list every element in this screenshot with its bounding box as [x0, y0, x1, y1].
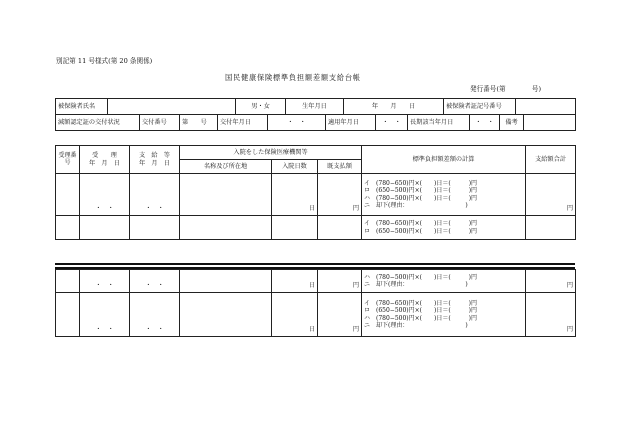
days-cell[interactable]: 日 — [272, 293, 318, 337]
reduction-cert-row — [55, 114, 576, 131]
recv-date-cell[interactable]: ・ ・ — [80, 270, 130, 293]
long-term-label: 長期該当年月日 — [408, 115, 470, 131]
pay-date-cell[interactable]: ・ ・ — [130, 293, 180, 337]
calc-line-ni: ニ 却下(理由： ) — [364, 281, 468, 288]
apply-date-field[interactable]: ・ ・ — [376, 115, 408, 131]
main-table-lower — [55, 269, 576, 337]
total-cell[interactable]: 円 — [526, 270, 576, 293]
long-term-field[interactable]: ・ ・ — [470, 115, 500, 131]
days-cell[interactable]: 日 — [272, 174, 318, 216]
recv-no-cell[interactable] — [56, 293, 80, 337]
total-header: 支給額合計 — [526, 146, 576, 174]
issue-no-label: 交付番号 — [140, 115, 180, 131]
apply-date-label: 適用年月日 — [326, 115, 376, 131]
reduction-cert-label: 減額認定証の交付状況 — [56, 115, 140, 131]
separator-line — [55, 263, 575, 265]
form-number: 別記第 11 号様式(第 20 条関係) — [56, 57, 153, 65]
total-cell[interactable]: 円 — [526, 293, 576, 337]
insured-info-row — [55, 98, 576, 115]
insured-cert-field[interactable] — [516, 99, 576, 115]
birth-date-field[interactable]: 年 月 日 — [344, 99, 444, 115]
remarks-field[interactable] — [524, 115, 576, 131]
table-row — [56, 216, 576, 240]
recv-no-header: 受理番号 — [56, 146, 80, 174]
recv-date-header: 年 月 日 — [89, 159, 120, 167]
recv-header — [80, 146, 130, 174]
birth-date-label: 生年月日 — [286, 99, 344, 115]
calc-line-ha: ハ (780−500)円×( )日＝( )円 — [364, 194, 478, 202]
issue-date-label: 交付年月日 — [218, 115, 268, 131]
pay-header-label: 支 給 等 — [139, 152, 170, 160]
recv-date-cell[interactable] — [80, 216, 130, 240]
recv-date-cell[interactable]: ・ ・ — [80, 174, 130, 216]
institution-cell[interactable] — [180, 270, 272, 293]
recv-no-cell[interactable] — [56, 174, 80, 216]
institution-header: 入院をした保険医療機関等 — [180, 146, 362, 160]
issue-no-field[interactable]: 第 号 — [180, 115, 218, 131]
days-cell[interactable]: 日 — [272, 270, 318, 293]
calc-line-ro: ロ (650−500)円×( )日＝( )円 — [364, 227, 478, 235]
recv-header-label: 受 理 — [92, 152, 117, 160]
recv-no-cell[interactable] — [56, 216, 80, 240]
total-cell[interactable]: 円 — [526, 174, 576, 216]
calc-header: 標準負担額差額の計算 — [362, 146, 526, 174]
calc-line-ha: ハ (780−500)円×( )日＝( )円 — [364, 314, 478, 322]
calc-line-ro: ロ (650−500)円×( )日＝( )円 — [364, 187, 478, 194]
form-title: 国民健康保険標準負担額差額支給台帳 — [225, 73, 361, 82]
paid-cell[interactable]: 円 — [318, 293, 362, 337]
calc-cell — [362, 270, 526, 293]
table-row — [56, 174, 576, 216]
recv-no-cell[interactable] — [56, 270, 80, 293]
days-cell[interactable] — [272, 216, 318, 240]
paid-header: 既支払額 — [318, 160, 362, 174]
calc-line-ni: ニ 却下(理由： ) — [364, 202, 468, 209]
issue-date-field[interactable]: ・ ・ — [268, 115, 326, 131]
paid-cell[interactable] — [318, 216, 362, 240]
calc-line-ha: ハ (780−500)円×( )日＝( )円 — [364, 273, 478, 281]
insured-cert-label: 被保険者証記号番号 — [444, 99, 516, 115]
pay-date-header: 年 月 日 — [139, 159, 170, 167]
table-row — [56, 270, 576, 293]
calc-cell — [362, 293, 526, 337]
insured-name-label: 被保険者氏名 — [56, 99, 108, 115]
pay-date-cell[interactable]: ・ ・ — [130, 174, 180, 216]
remarks-label: 備考 — [500, 115, 524, 131]
calc-line-i: イ (780−650)円×( )日＝( )円 — [364, 179, 478, 187]
institution-cell[interactable] — [180, 216, 272, 240]
calc-line-ro: ロ (650−500)円×( )日＝( )円 — [364, 307, 478, 314]
issue-number: 発行番号(第 号) — [470, 85, 542, 93]
institution-name-header: 名称及び所在地 — [180, 160, 272, 174]
calc-cell — [362, 174, 526, 216]
calc-line-i: イ (780−650)円×( )日＝( )円 — [364, 299, 478, 307]
calc-line-i: イ (780−650)円×( )日＝( )円 — [364, 220, 478, 227]
institution-cell[interactable] — [180, 174, 272, 216]
insured-name-field[interactable] — [108, 99, 236, 115]
pay-date-cell[interactable] — [130, 216, 180, 240]
days-header: 入院日数 — [272, 160, 318, 174]
main-table-upper — [55, 145, 576, 240]
calc-cell — [362, 216, 526, 240]
total-cell[interactable] — [526, 216, 576, 240]
paid-cell[interactable]: 円 — [318, 174, 362, 216]
pay-header — [130, 146, 180, 174]
sex-field[interactable]: 男・女 — [236, 99, 286, 115]
recv-date-cell[interactable]: ・ ・ — [80, 293, 130, 337]
table-row — [56, 293, 576, 337]
institution-cell[interactable] — [180, 293, 272, 337]
paid-cell[interactable]: 円 — [318, 270, 362, 293]
pay-date-cell[interactable]: ・ ・ — [130, 270, 180, 293]
calc-line-ni: ニ 却下(理由： ) — [364, 322, 468, 329]
